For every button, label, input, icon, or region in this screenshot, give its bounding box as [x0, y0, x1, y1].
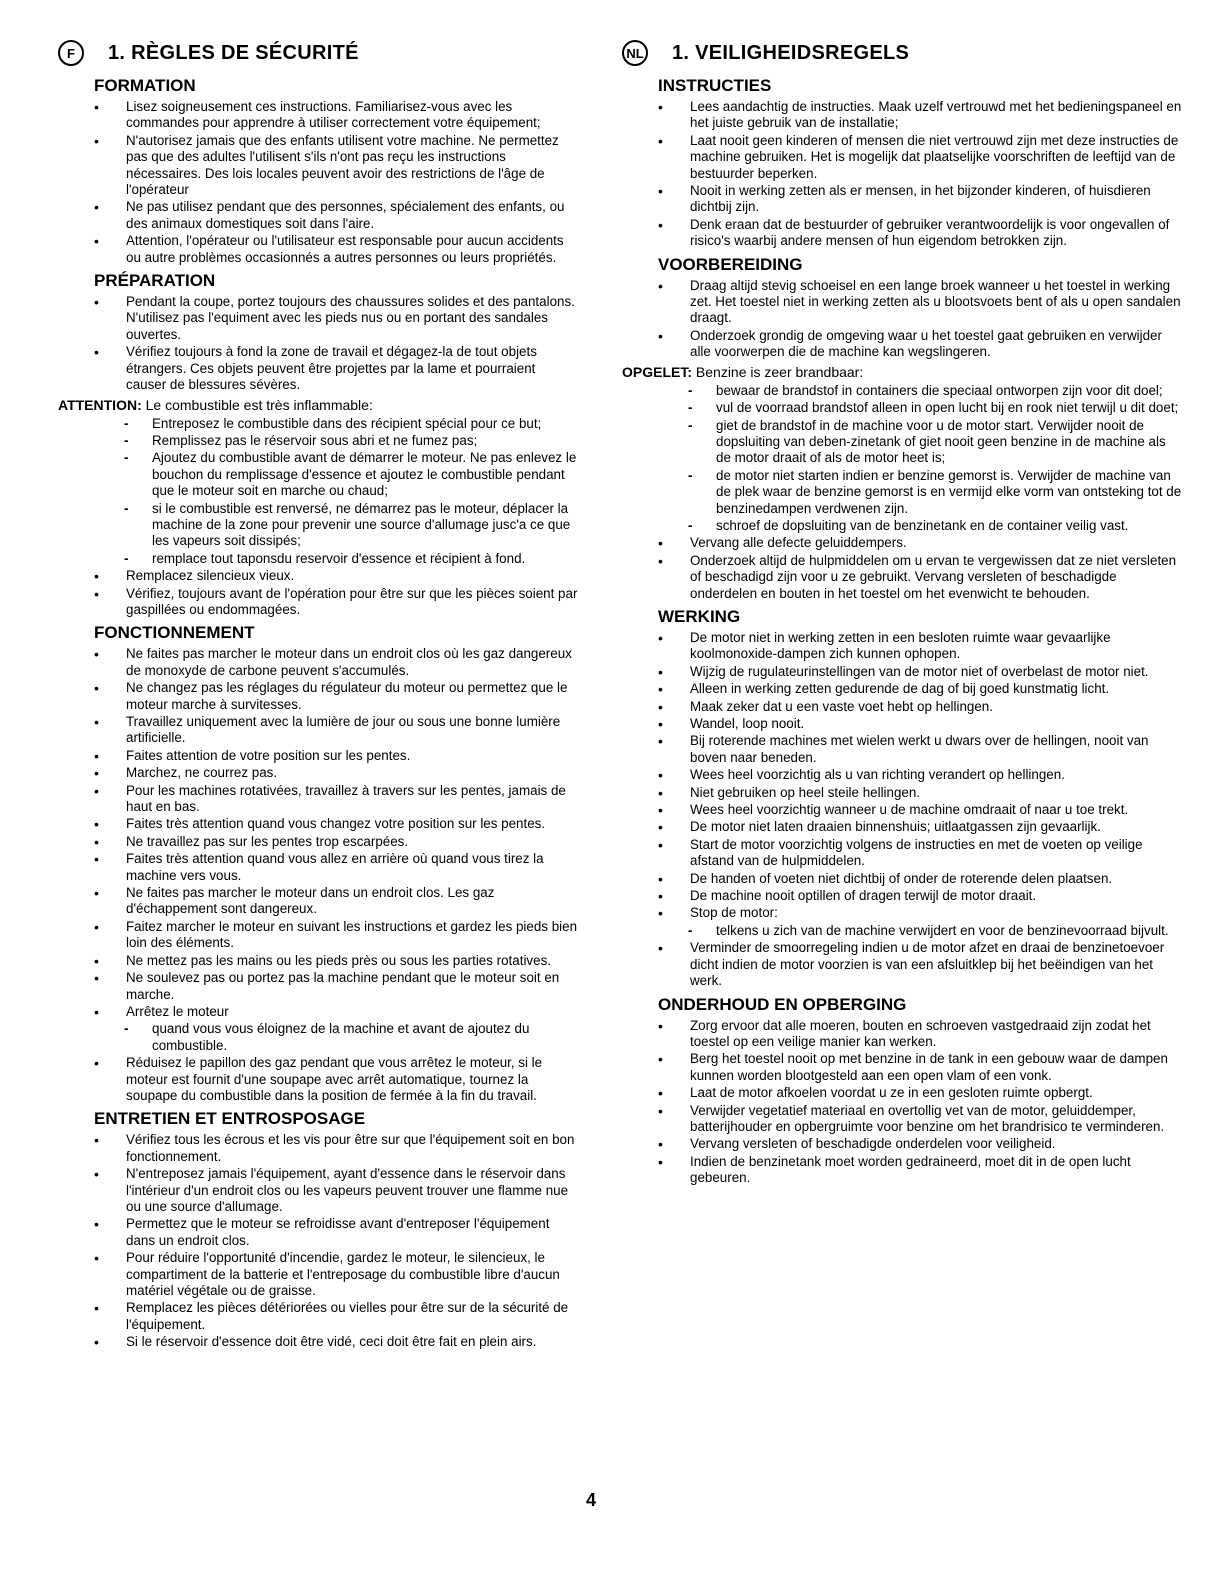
list-item: • Faites très attention quand vous allez en arrière où quand vous tirez la machine vers vous. [94, 851, 578, 884]
list-item: • Vérifiez tous les écrous et les vis pour être sur que l'équipement soit en bon fonctionnement. [94, 1132, 578, 1165]
language-badge-f: F [58, 40, 84, 66]
list-item: • Si le réservoir d'essence doit être vidé, ceci doit être fait en plein airs. [94, 1334, 578, 1350]
list-item: • Faites très attention quand vous changez votre position sur les pentes. [94, 816, 578, 832]
list-item: • Wees heel voorzichtig als u van richting verandert op hellingen. [658, 767, 1182, 783]
sub-list-item: - remplace tout taponsdu reservoir d'essence et récipient à fond. [94, 551, 578, 567]
attention-text: Le combustible est très inflammable: [145, 396, 373, 413]
section-heading: ONDERHOUD EN OPBERGING [658, 994, 907, 1014]
sub-item-list [658, 923, 1182, 939]
section-heading: PRÉPARATION [94, 271, 216, 291]
dutch-body [622, 76, 1182, 1187]
item-list [658, 940, 1182, 989]
list-item: • Pour les machines rotativées, travaillez à travers sur les pentes, jamais de haut en bas. [94, 783, 578, 816]
list-item: • Marchez, ne courrez pas. [94, 765, 578, 781]
list-item: • Ne faites pas marcher le moteur dans un endroit clos. Les gaz d'échappement sont dangereux. [94, 885, 578, 918]
list-item: • Draag altijd stevig schoeisel en een lange broek wanneer u het toestel in werking zet. Het toestel niet in werking zetten als u blootsvoets bent of als u open sandalen draagt. [658, 278, 1182, 327]
sub-list-item: - Remplissez pas le réservoir sous abri et ne fumez pas; [94, 433, 578, 449]
list-item: • Faitez marcher le moteur en suivant les instructions et gardez les pieds bien loin des éléments. [94, 919, 578, 952]
french-title-row [58, 36, 578, 70]
list-item: • Start de motor voorzichtig volgens de instructies en met de voeten op veilige afstand van de hulpmiddelen. [658, 837, 1182, 870]
item-list [658, 278, 1182, 361]
list-item: • Onderzoek altijd de hulpmiddelen om u ervan te vergewissen dat ze niet versleten of beschadigd zijn voor u ze gebruikt. Vervang versleten of beschadigde onderdelen en bouten in het toestel om het evenwicht te behouden. [658, 553, 1182, 602]
list-item: • Ne mettez pas les mains ou les pieds près ou sous les parties rotatives. [94, 953, 578, 969]
sub-list-item: - Ajoutez du combustible avant de démarrer le moteur. Ne pas enlevez le bouchon du remplissage d'essence et ajoutez le combustible pendant que le moteur soit en marche ou chaud; [94, 450, 578, 499]
list-item: • Vérifiez toujours à fond la zone de travail et dégagez-la de tout objets étrangers. Ces objets peuvent être projettes par la lame et pourraient causer de blessures sévères. [94, 344, 578, 393]
sub-list-item: - si le combustible est renversé, ne démarrez pas le moteur, déplacer la machine de la zone pour prevenir une source d'allumage jusc'a ce que les vapeurs soit dissipés; [94, 501, 578, 550]
sub-list-item: - giet de brandstof in de machine voor u de motor start. Verwijder nooit de dopsluiting van deben-zinetank of giet nooit geen benzine in de machine als de motor draait of als de motor heet is; [658, 418, 1182, 467]
sub-list-item: - de motor niet starten indien er benzine gemorst is. Verwijder de machine van de plek waar de benzine gemorst is en vermijd elke vorm van ontsteking tot de benzinedampen verdwenen zijn. [658, 468, 1182, 517]
item-list [658, 99, 1182, 250]
list-item: • Nooit in werking zetten als er mensen, in het bijzonder kinderen, of huisdieren dichtbij zijn. [658, 183, 1182, 216]
item-list [94, 294, 578, 393]
section-heading: ENTRETIEN ET ENTROSPOSAGE [94, 1109, 366, 1129]
list-item: • Vervang alle defecte geluiddempers. [658, 535, 1182, 551]
item-list [658, 535, 1182, 602]
list-item: • Lisez soigneusement ces instructions. Familiarisez-vous avec les commandes pour apprendre à utiliser correctement votre équipement; [94, 99, 578, 132]
sub-list-item: - telkens u zich van de machine verwijdert en voor de benzinevoorraad bijvult. [658, 923, 1182, 939]
page-number: 4 [586, 1490, 597, 1510]
sub-list-item: - vul de voorraad brandstof alleen in open lucht bij en rook niet terwijl u dit doet; [658, 400, 1182, 416]
sub-item-list [94, 416, 578, 568]
french-title: 1. RÈGLES DE SÉCURITÉ [108, 41, 359, 64]
dutch-title-row [622, 36, 1182, 70]
list-item: • Bij roterende machines met wielen werkt u dwars over de hellingen, nooit van boven naar beneden. [658, 733, 1182, 766]
list-item: • De machine nooit optillen of dragen terwijl de motor draait. [658, 888, 1182, 904]
list-item: • Pendant la coupe, portez toujours des chaussures solides et des pantalons. N'utilisez pas l'equiment avec les pieds nus ou en portant des sandales ouvertes. [94, 294, 578, 343]
list-item: • Ne travaillez pas sur les pentes trop escarpées. [94, 834, 578, 850]
list-item: • Verminder de smoorregeling indien u de motor afzet en draai de benzinetoevoer dicht indien de motor voorzien is van een afsluitklep bij het beëindigen van het werk. [658, 940, 1182, 989]
list-item: • Faites attention de votre position sur les pentes. [94, 748, 578, 764]
list-item: • Ne soulevez pas ou portez pas la machine pendant que le moteur soit en marche. [94, 970, 578, 1003]
list-item: • Arrêtez le moteur [94, 1004, 578, 1020]
list-item: • Réduisez le papillon des gaz pendant que vous arrêtez le moteur, si le moteur est fournit d'une soupape avec arrêt automatique, tournez la soupape du combustible dans la position de fermée à la fin du travail. [94, 1055, 578, 1104]
list-item: • Verwijder vegetatief materiaal en overtollig vet van de motor, geluiddemper, batterijhouder en opbergruimte voor benzine om het brandrisico te verminderen. [658, 1103, 1182, 1136]
item-list [94, 1132, 578, 1350]
list-item: • De handen of voeten niet dichtbij of onder de roterende delen plaatsen. [658, 871, 1182, 887]
section-heading: FONCTIONNEMENT [94, 623, 255, 643]
sub-list-item: - schroef de dopsluiting van de benzinetank en de container veilig vast. [658, 518, 1182, 534]
list-item: • Berg het toestel nooit op met benzine in de tank in een gebouw waar de dampen kunnen worden blootgesteld aan een open vlam of een vonk. [658, 1051, 1182, 1084]
attention-text: Benzine is zeer brandbaar: [695, 363, 864, 380]
list-item: • Remplacez silencieux vieux. [94, 568, 578, 584]
list-item: • Pour réduire l'opportunité d'incendie, gardez le moteur, le silencieux, le compartiment de la batterie et l'entreposage du combustible libre d'aucun matériel végétale ou de graisse. [94, 1250, 578, 1299]
attention-line [58, 396, 578, 414]
section-heading: VOORBEREIDING [658, 254, 803, 274]
sub-list-item: - Entreposez le combustible dans des récipient spécial pour ce but; [94, 416, 578, 432]
list-item: • N'autorisez jamais que des enfants utilisent votre machine. Ne permettez pas que des adultes l'utilisent s'ils n'ont pas reçu les instructions nécessaires. Des lois locales peuvent avoir des restrictions de l'âge de l'opérateur [94, 133, 578, 199]
french-body [58, 76, 578, 1351]
list-item: • Alleen in werking zetten gedurende de dag of bij goed kunstmatig licht. [658, 681, 1182, 697]
list-item: • Wandel, loop nooit. [658, 716, 1182, 732]
dutch-column [622, 36, 1182, 1188]
item-list [94, 1055, 578, 1104]
list-item: • Ne pas utilisez pendant que des personnes, spécialement des enfants, ou des animaux domestiques soit dans l'aire. [94, 199, 578, 232]
section-heading: INSTRUCTIES [658, 76, 772, 95]
attention-label: ATTENTION: [58, 396, 142, 413]
item-list [658, 1018, 1182, 1187]
list-item: • Indien de benzinetank moet worden gedraineerd, moet dit in de open lucht gebeuren. [658, 1154, 1182, 1187]
list-item: • N'entreposez jamais l'équipement, ayant d'essence dans le réservoir dans l'intérieur d'un endroit clos ou les vapeurs peuvent trouver une flamme nue ou une source d'allumage. [94, 1166, 578, 1215]
list-item: • Laat nooit geen kinderen of mensen die niet vertrouwd zijn met deze instructies de machine gebruiken. Het is mogelijk dat plaatselijke voorschriften de leeftijd van de bestuurder beperken. [658, 133, 1182, 182]
language-badge-nl: NL [622, 40, 648, 66]
list-item: • Laat de motor afkoelen voordat u ze in een gesloten ruimte opbergt. [658, 1085, 1182, 1101]
list-item: • Lees aandachtig de instructies. Maak uzelf vertrouwd met het bedieningspaneel en het juiste gebruik van de installatie; [658, 99, 1182, 132]
list-item: • Niet gebruiken op heel steile hellingen. [658, 785, 1182, 801]
attention-label: OPGELET: [622, 363, 693, 380]
list-item: • Maak zeker dat u een vaste voet hebt op hellingen. [658, 699, 1182, 715]
list-item: • Wijzig de rugulateurinstellingen van de motor niet of overbelast de motor niet. [658, 664, 1182, 680]
sub-item-list [94, 1021, 578, 1054]
list-item: • Ne changez pas les réglages du régulateur du moteur ou permettez que le moteur marche à survitesses. [94, 680, 578, 713]
list-item: • Travaillez uniquement avec la lumière de jour ou sous une bonne lumière artificielle. [94, 714, 578, 747]
list-item: • Stop de motor: [658, 905, 1182, 921]
list-item: • Attention, l'opérateur ou l'utilisateur est responsable pour aucun accidents ou autre problèmes occasionnés a autres personnes ou leurs propriétés. [94, 233, 578, 266]
sub-list-item: - bewaar de brandstof in containers die speciaal ontworpen zijn voor dit doel; [658, 383, 1182, 399]
french-column [58, 36, 578, 1352]
list-item: • Remplacez les pièces détériorées ou vielles pour être sur de la sécurité de l'équipement. [94, 1300, 578, 1333]
attention-line [622, 363, 1182, 381]
list-item: • Permettez que le moteur se refroidisse avant d'entreposer l'équipement dans un endroit clos. [94, 1216, 578, 1249]
list-item: • De motor niet laten draaien binnenshuis; uitlaatgassen zijn gevaarlijk. [658, 819, 1182, 835]
item-list [94, 568, 578, 618]
item-list [94, 99, 578, 266]
section-heading: FORMATION [94, 76, 196, 95]
list-item: • Zorg ervoor dat alle moeren, bouten en schroeven vastgedraaid zijn zodat het toestel op een veilige manier kan werken. [658, 1018, 1182, 1051]
item-list [658, 630, 1182, 922]
list-item: • Vervang versleten of beschadigde onderdelen voor veiligheid. [658, 1136, 1182, 1152]
section-heading: WERKING [658, 606, 741, 626]
dutch-title: 1. VEILIGHEIDSREGELS [672, 41, 910, 64]
sub-list-item: - quand vous vous éloignez de la machine et avant de ajoutez du combustible. [94, 1021, 578, 1054]
list-item: • Ne faites pas marcher le moteur dans un endroit clos où les gaz dangereux de monoxyde de carbone peuvent s'accumulés. [94, 646, 578, 679]
list-item: • Onderzoek grondig de omgeving waar u het toestel gaat gebruiken en verwijder alle voorwerpen die de machine kan wegslingeren. [658, 328, 1182, 361]
list-item: • De motor niet in werking zetten in een besloten ruimte waar gevaarlijke koolmonoxide-dampen zich kunnen ophopen. [658, 630, 1182, 663]
list-item: • Wees heel voorzichtig wanneer u de machine omdraait of naar u toe trekt. [658, 802, 1182, 818]
list-item: • Vérifiez, toujours avant de l'opération pour être sur que les pièces soient par gaspillées ou endommagées. [94, 586, 578, 619]
list-item: • Denk eraan dat de bestuurder of gebruiker verantwoordelijk is voor ongevallen of risico's waarbij andere mensen of hun eigendom betrokken zijn. [658, 217, 1182, 250]
sub-item-list [658, 383, 1182, 535]
item-list [94, 646, 578, 1020]
